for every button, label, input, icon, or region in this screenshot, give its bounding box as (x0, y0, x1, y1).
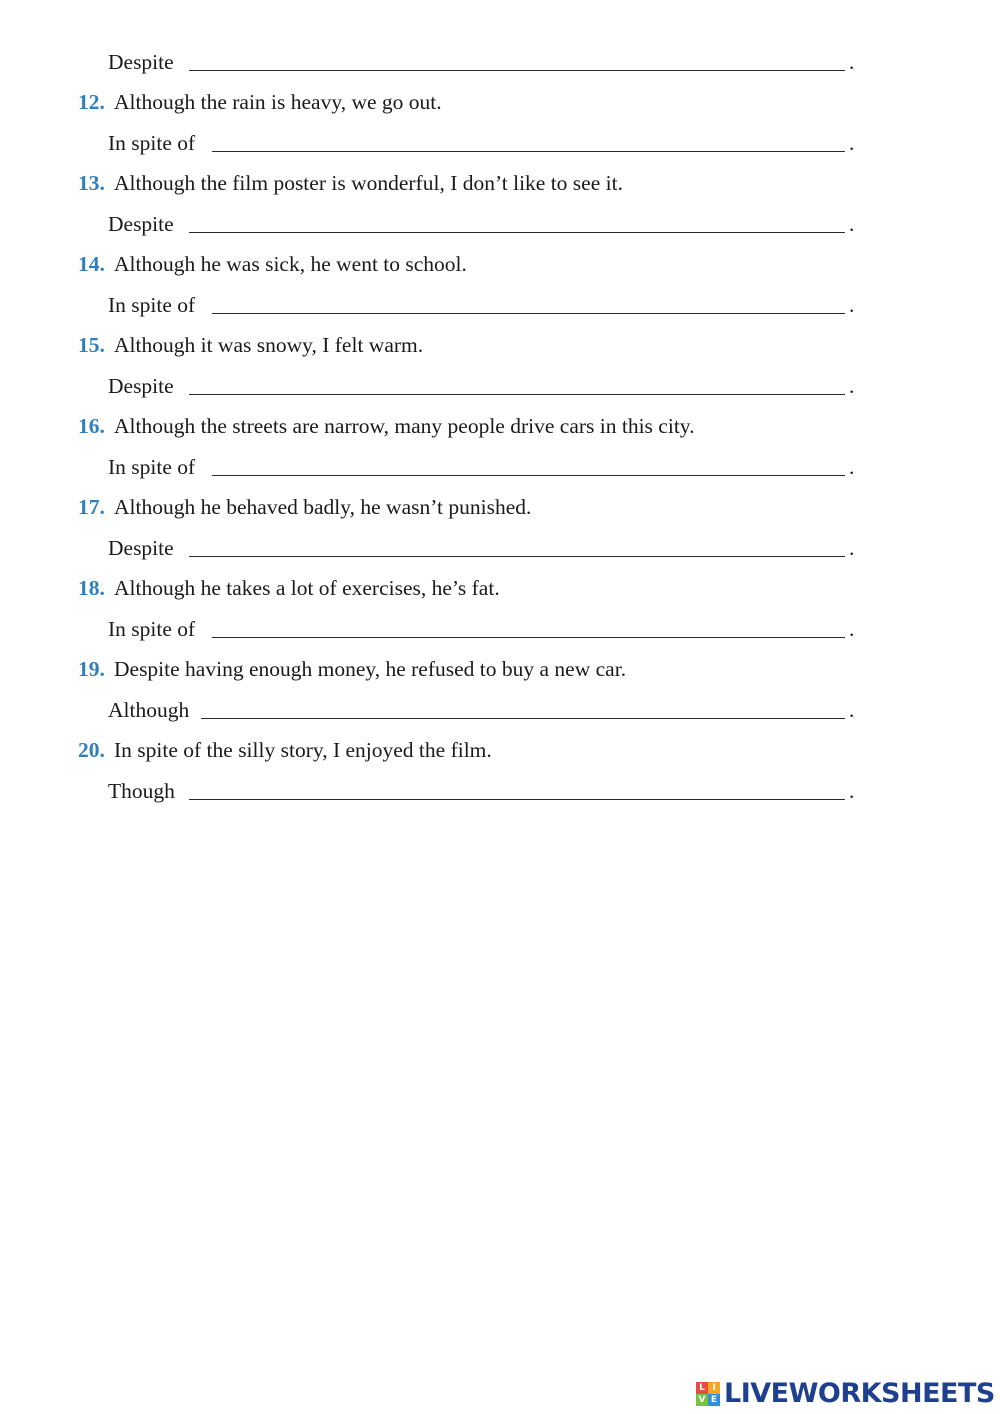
question-12 (0, 87, 1000, 117)
logo-badge-letter: V (696, 1394, 708, 1406)
answer-lead: Despite (108, 212, 174, 236)
question-18 (0, 573, 1000, 603)
answer-line-19 (0, 695, 1000, 725)
answer-line-20 (0, 776, 1000, 806)
question-sentence: Although the rain is heavy, we go out. (114, 90, 442, 114)
question-17 (0, 492, 1000, 522)
answer-lead: In spite of (108, 293, 196, 317)
question-15 (0, 330, 1000, 360)
answer-blank[interactable] (212, 151, 845, 152)
logo-badge-letter: E (708, 1394, 720, 1406)
answer-end-period: . (849, 698, 855, 722)
answer-blank[interactable] (189, 70, 845, 71)
liveworksheets-logo[interactable] (696, 1374, 996, 1414)
question-13 (0, 168, 1000, 198)
answer-line-13 (0, 209, 1000, 239)
answer-end-period: . (849, 617, 855, 641)
answer-end-period: . (849, 455, 855, 479)
question-sentence: In spite of the silly story, I enjoyed the film. (114, 738, 492, 762)
question-sentence: Although it was snowy, I felt warm. (114, 333, 424, 357)
logo-badge-icon (696, 1382, 720, 1406)
question-16 (0, 411, 1000, 441)
question-number: 17. (78, 495, 105, 519)
answer-blank[interactable] (212, 313, 845, 314)
answer-line-14 (0, 290, 1000, 320)
answer-end-period: . (849, 293, 855, 317)
answer-blank[interactable] (212, 475, 845, 476)
answer-lead: Despite (108, 50, 174, 74)
answer-line-16 (0, 452, 1000, 482)
answer-blank[interactable] (201, 718, 845, 719)
answer-blank[interactable] (189, 394, 845, 395)
answer-lead: Despite (108, 536, 174, 560)
question-sentence: Although he behaved badly, he wasn’t punished. (114, 495, 532, 519)
question-number: 18. (78, 576, 105, 600)
answer-line-12 (0, 128, 1000, 158)
answer-lead: In spite of (108, 131, 196, 155)
answer-lead: Although (108, 698, 190, 722)
answer-end-period: . (849, 131, 855, 155)
answer-end-period: . (849, 212, 855, 236)
question-sentence: Although he was sick, he went to school. (114, 252, 467, 276)
answer-end-period: . (849, 374, 855, 398)
answer-line-17 (0, 533, 1000, 563)
answer-lead: Though (108, 779, 175, 803)
answer-line-11 (0, 47, 1000, 77)
question-sentence: Although he takes a lot of exercises, he’s fat. (114, 576, 500, 600)
question-number: 19. (78, 657, 105, 681)
answer-lead: In spite of (108, 455, 196, 479)
logo-badge-letter: L (696, 1382, 708, 1394)
question-number: 15. (78, 333, 105, 357)
answer-blank[interactable] (189, 232, 845, 233)
question-14 (0, 249, 1000, 279)
answer-end-period: . (849, 536, 855, 560)
question-number: 16. (78, 414, 105, 438)
answer-blank[interactable] (189, 556, 845, 557)
question-20 (0, 735, 1000, 765)
answer-lead: In spite of (108, 617, 196, 641)
question-sentence: Despite having enough money, he refused to buy a new car. (114, 657, 627, 681)
question-number: 14. (78, 252, 105, 276)
question-sentence: Although the film poster is wonderful, I don’t like to see it. (114, 171, 623, 195)
answer-blank[interactable] (212, 637, 845, 638)
question-sentence: Although the streets are narrow, many people drive cars in this city. (114, 414, 695, 438)
answer-blank[interactable] (189, 799, 845, 800)
question-number: 20. (78, 738, 105, 762)
answer-line-15 (0, 371, 1000, 401)
answer-end-period: . (849, 50, 855, 74)
answer-end-period: . (849, 779, 855, 803)
logo-text: LIVEWORKSHEETS (724, 1378, 995, 1409)
answer-line-18 (0, 614, 1000, 644)
question-19 (0, 654, 1000, 684)
question-number: 12. (78, 90, 105, 114)
logo-badge-letter: I (708, 1382, 720, 1394)
question-number: 13. (78, 171, 105, 195)
answer-lead: Despite (108, 374, 174, 398)
